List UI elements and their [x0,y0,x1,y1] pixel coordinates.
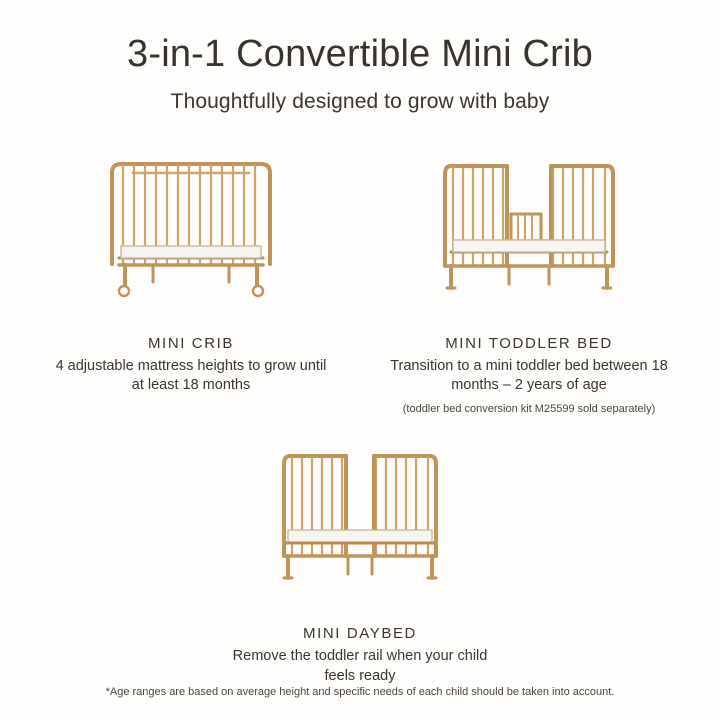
product-mini-daybed [215,426,505,686]
product-row-top [0,136,720,416]
product-title: MINI CRIB [147,334,235,352]
header [0,0,720,114]
product-note: (toddler bed conversion kit M25599 sold separately) [402,402,656,415]
product-row-bottom [0,426,720,686]
product-mini-toddler-bed [384,136,674,416]
mini-crib-icon [91,146,291,321]
product-title: MINI TODDLER BED [445,334,613,352]
mini-toddler-bed-illustration [384,136,674,321]
mini-toddler-bed-icon [429,146,629,321]
product-title: MINI DAYBED [302,625,417,643]
product-description: Transition to a mini toddler bed between 18 months – 2 years of age [390,357,668,394]
mini-daybed-icon [260,436,460,611]
footnote: *Age ranges are based on average height and specific needs of each child should be taken into account. [105,686,615,698]
product-description: 4 adjustable mattress heights to grow until at least 18 months [55,357,327,394]
mini-daybed-illustration [215,426,505,611]
mini-crib-illustration [46,136,336,321]
product-mini-crib [46,136,336,396]
product-description: Remove the toddler rail when your child feels ready [232,648,488,684]
page-title: 3-in-1 Convertible Mini Crib [127,33,593,75]
page-subtitle: Thoughtfully designed to grow with baby [170,89,550,113]
